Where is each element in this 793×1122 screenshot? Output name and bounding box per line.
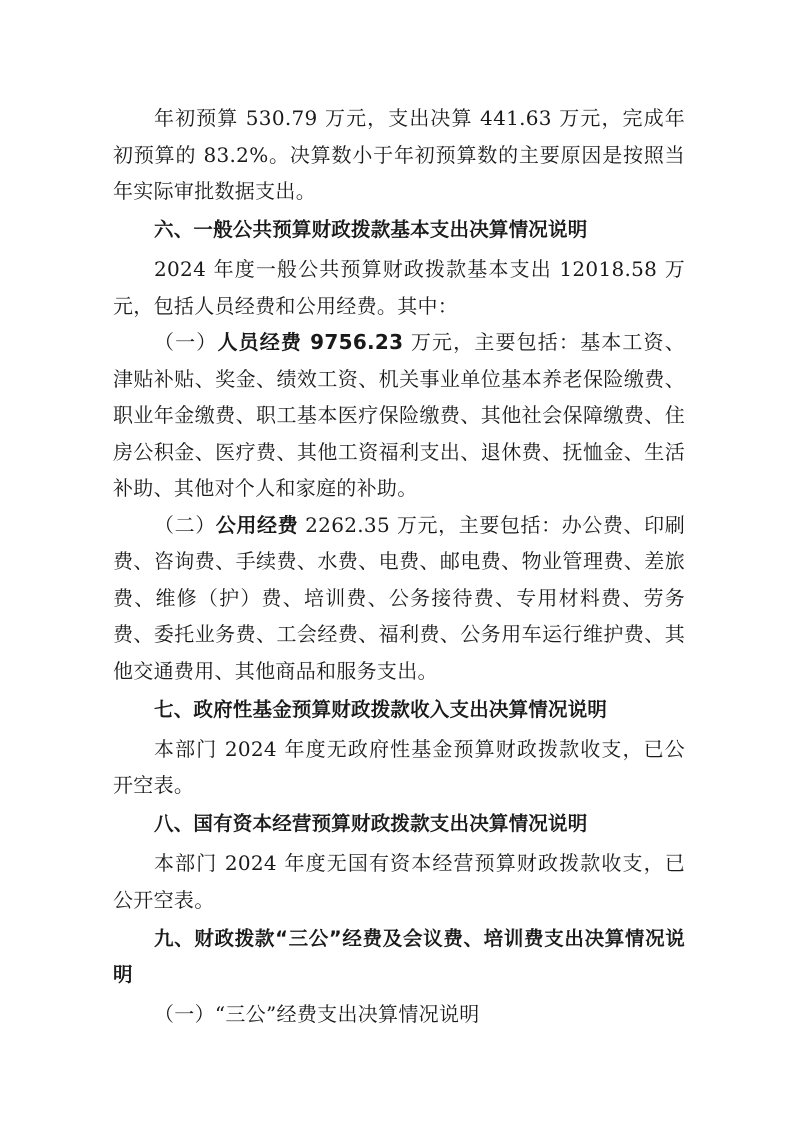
- personnel-detail: 万元，主要包括：基本工资、津贴补贴、奖金、绩效工资、机关事业单位基本养老保险缴费、职业年金缴费、职工基本医疗保险缴费、其他社会保障缴费、住房公积金、医疗费、其他工资福利支出、退休费、抚恤金、生活补助、其他对个人和家庭的补助。: [113, 330, 685, 500]
- section-heading-7: 七、政府性基金预算财政拨款收入支出决算情况说明: [154, 697, 608, 721]
- paragraph-public-expenses: [113, 507, 685, 690]
- personnel-amount-bold: 人员经费 9756.23: [217, 330, 404, 354]
- section-heading-6: 六、一般公共预算财政拨款基本支出决算情况说明: [154, 218, 588, 241]
- document-body: [113, 100, 685, 1033]
- paragraph-state-capital: 本部门 2024 年度无国有资本经营预算财政拨款收支，已公开空表。: [113, 851, 685, 912]
- personnel-label: （一）: [154, 330, 218, 354]
- paragraph-personnel-expenses: [113, 324, 685, 507]
- public-label: （二）: [154, 512, 216, 537]
- paragraph-budget-completion: 年初预算 530.79 万元，支出决算 441.63 万元，完成年初预算的 83.2%。决算数小于年初预算数的主要原因是按照当年实际审批数据支出。: [113, 106, 685, 203]
- section-heading-8: 八、国有资本经营预算财政拨款支出决算情况说明: [154, 812, 588, 835]
- public-detail: 2262.35 万元，主要包括：办公费、印刷费、咨询费、手续费、水费、电费、邮电费、物业管理费、差旅费、维修（护）费、培训费、公务接待费、专用材料费、劳务费、委托业务费、工会经费、福利费、公务用车运行维护费、其他交通费用、其他商品和服务支出。: [113, 512, 685, 683]
- section-heading-9: 九、财政拨款“三公”经费及会议费、培训费支出决算情况说明: [113, 926, 685, 986]
- public-expenses-bold: 公用经费: [215, 512, 299, 537]
- paragraph-government-fund: 本部门 2024 年度无政府性基金预算财政拨款收支，已公开空表。: [113, 736, 685, 797]
- subsection-three-public-expenses: （一）“三公”经费支出决算情况说明: [154, 1002, 480, 1026]
- paragraph-basic-expenditure: 2024 年度一般公共预算财政拨款基本支出 12018.58 万元，包括人员经费和公用经费。其中：: [113, 257, 685, 318]
